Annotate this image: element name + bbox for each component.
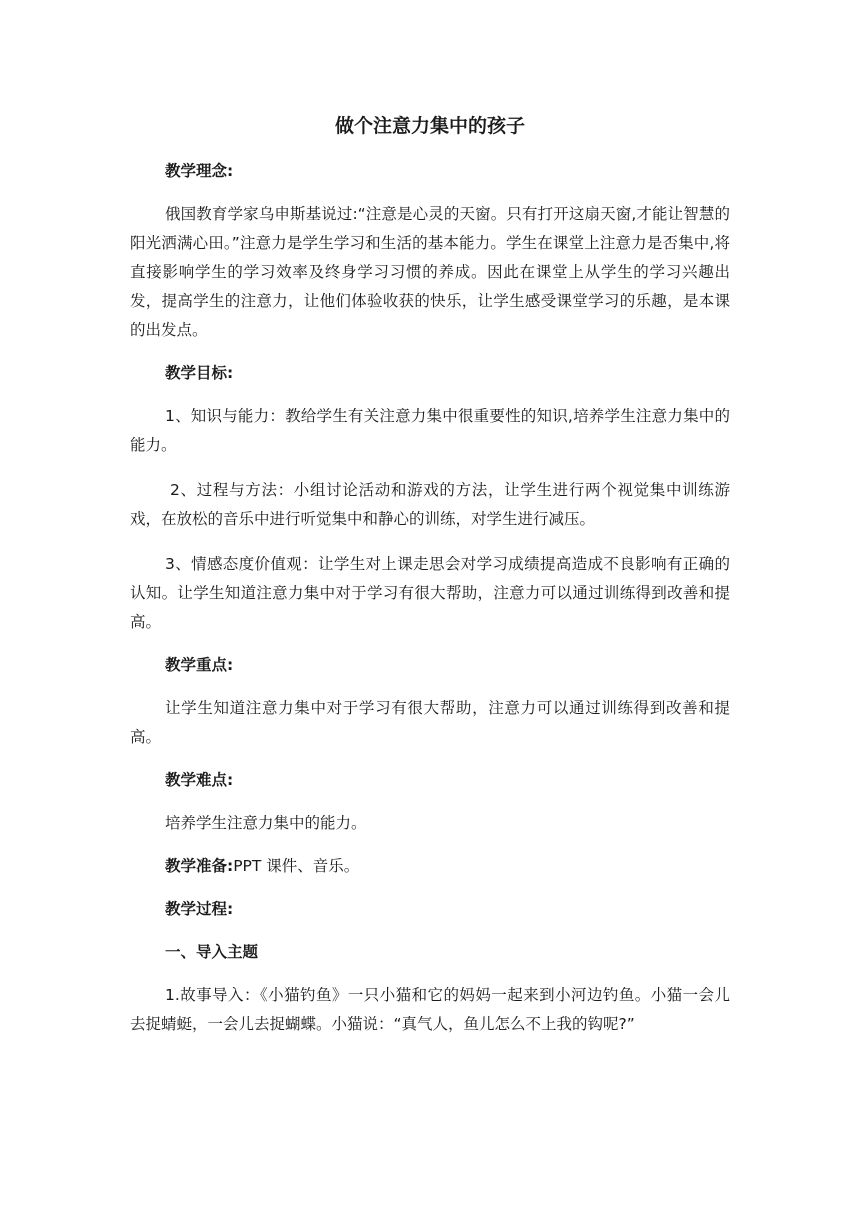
difficulty-heading: 教学难点: [165, 771, 234, 789]
difficulty-paragraph: 培养学生注意力集中的能力。 [165, 814, 367, 832]
concept-heading: 教学理念: [165, 162, 234, 180]
document-title: 做个注意力集中的孩子 [334, 115, 525, 137]
key-point-heading: 教学重点: [165, 656, 234, 674]
goal-item-1: 1、知识与能力：教给学生有关注意力集中很重要性的知识,培养学生注意力集中的能力。 [130, 407, 730, 454]
key-point-paragraph: 让学生知道注意力集中对于学习有很大帮助，注意力可以通过训练得到改善和提高。 [130, 699, 730, 746]
process-heading: 教学过程: [165, 900, 234, 918]
preparation-label: 教学准备: [165, 857, 234, 875]
goal-item-2: 2、过程与方法：小组讨论活动和游戏的方法，让学生进行两个视觉集中训练游戏，在放松的音乐中进行听觉集中和静心的训练，对学生进行减压。 [130, 481, 730, 528]
document-body [130, 157, 730, 1039]
concept-paragraph: 俄国教育学家乌申斯基说过:“注意是心灵的天窗。只有打开这扇天窗,才能让智慧的阳光洒满心田。”注意力是学生学习和生活的基本能力。学生在课堂上注意力是否集中,将直接影响学生的学习效率及终身学习习惯的养成。因此在课堂上从学生的学习兴趣出发，提高学生的注意力，让他们体验收获的快乐，让学生感受课堂学习的乐趣，是本课的出发点。 [130, 205, 730, 339]
process-part1-paragraph: 1.故事导入：《小猫钓鱼》一只小猫和它的妈妈一起来到小河边钓鱼。小猫一会儿去捉蜻蜓，一会儿去捉蝴蝶。小猫说：“真气人，鱼儿怎么不上我的钩呢?” [130, 986, 730, 1033]
goal-item-3: 3、情感态度价值观：让学生对上课走思会对学习成绩提高造成不良影响有正确的认知。让学生知道注意力集中对于学习有很大帮助，注意力可以通过训练得到改善和提高。 [130, 555, 730, 631]
preparation-value: PPT 课件、音乐。 [233, 857, 360, 875]
process-part1-heading: 一、导入主题 [165, 943, 259, 961]
preparation-line [130, 852, 730, 881]
goals-heading: 教学目标: [165, 364, 234, 382]
